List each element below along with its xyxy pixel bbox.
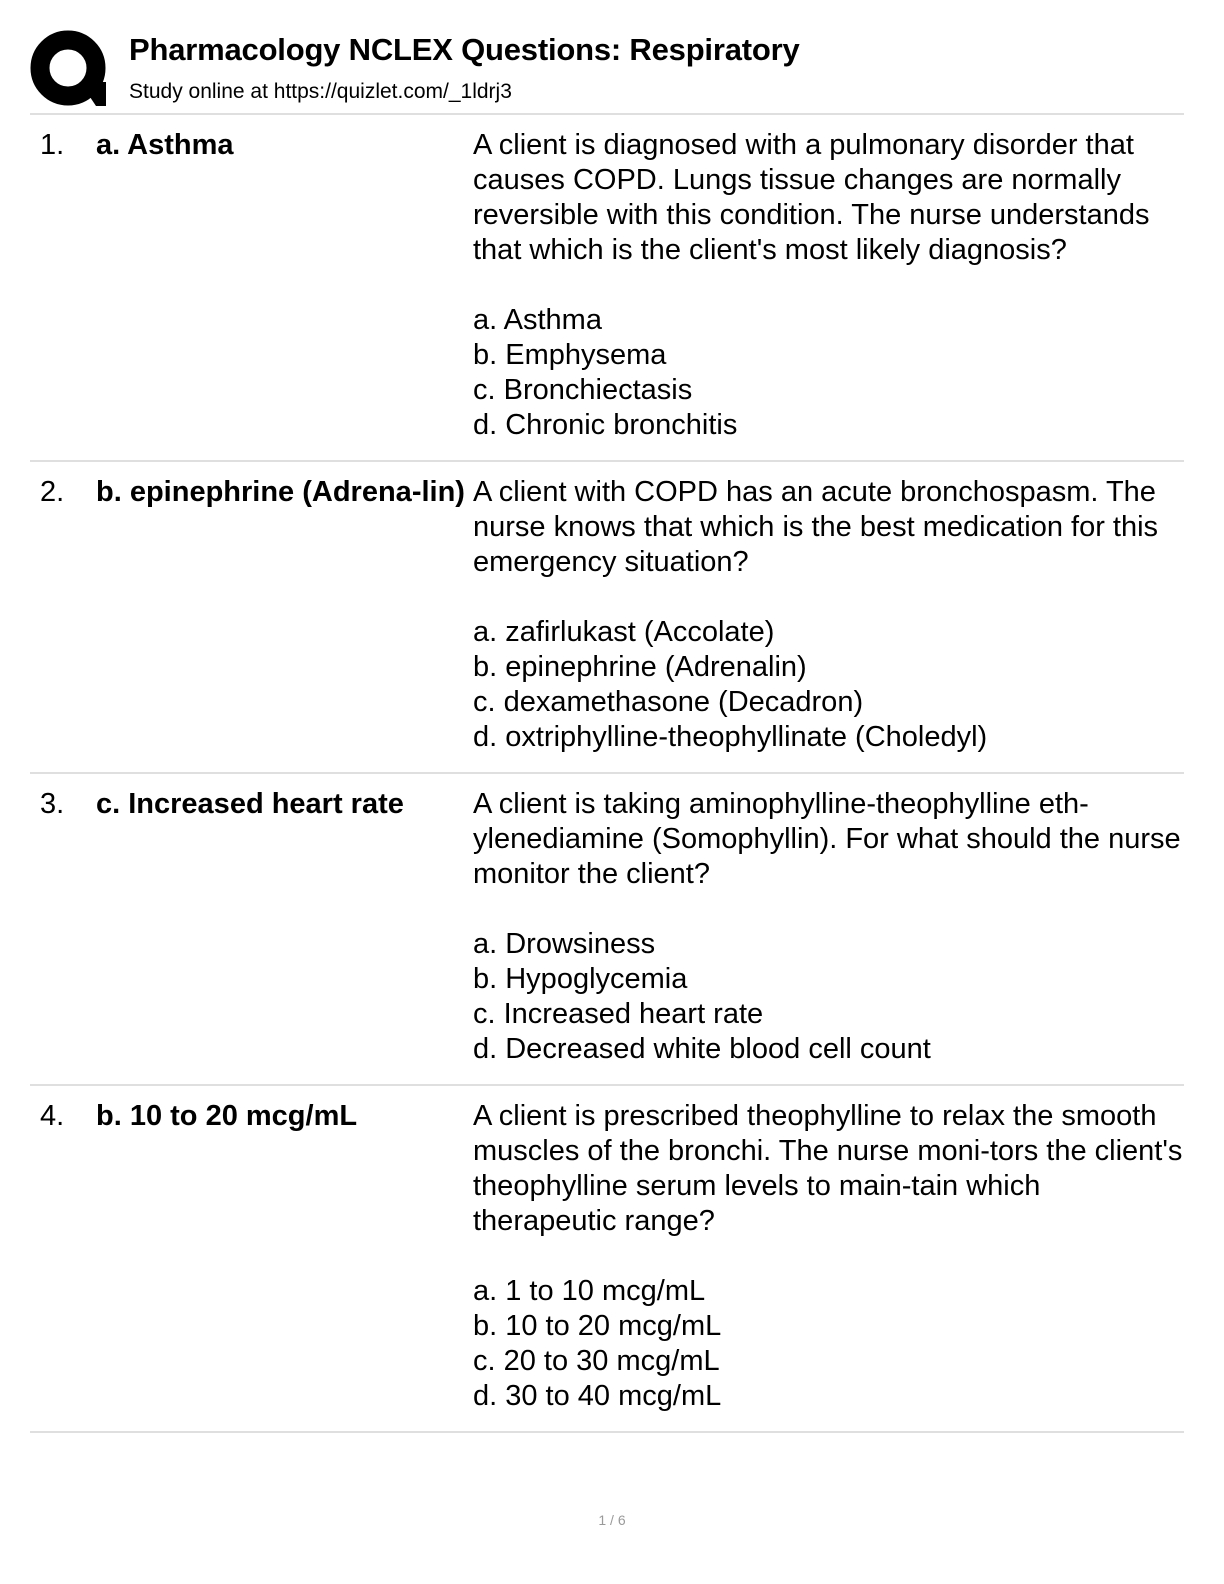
answer-option: b. 10 to 20 mcg/mL xyxy=(473,1310,722,1342)
flashcard-row xyxy=(30,115,1184,462)
question-text: A client is diagnosed with a pulmonary disorder that causes COPD. Lungs tissue changes are normally reversible with this condition. The nurse understands that which is the client's most likely diagnosis? xyxy=(473,129,1150,266)
flashcard-row xyxy=(30,1086,1184,1433)
answer-option: b. epinephrine (Adrenalin) xyxy=(473,651,807,683)
card-number: 3. xyxy=(40,788,65,820)
answer-option: d. Decreased white blood cell count xyxy=(473,1033,931,1065)
card-number: 1. xyxy=(40,129,65,161)
answer-options xyxy=(473,927,1184,1067)
answer-options xyxy=(473,615,1184,755)
answer-option: c. Bronchiectasis xyxy=(473,374,693,406)
answer-option: b. Emphysema xyxy=(473,339,667,371)
flashcard-row xyxy=(30,774,1184,1086)
card-number: 2. xyxy=(40,476,65,508)
answer-option: d. Chronic bronchitis xyxy=(473,409,738,441)
answer-options xyxy=(473,1274,1184,1414)
answer-option: c. dexamethasone (Decadron) xyxy=(473,686,864,718)
card-definition xyxy=(473,475,1184,755)
flashcard-list xyxy=(30,115,1184,1433)
question-text: A client with COPD has an acute bronchospasm. The nurse knows that which is the best medication for this emergency situation? xyxy=(473,476,1159,578)
flashcard-row xyxy=(30,462,1184,774)
answer-option: b. Hypoglycemia xyxy=(473,963,688,995)
page-indicator: 1 / 6 xyxy=(598,1512,626,1528)
quizlet-q-logo-icon xyxy=(30,30,110,110)
answer-option: c. Increased heart rate xyxy=(473,998,764,1030)
answer-option: a. Asthma xyxy=(473,304,602,336)
card-answer-term: b. epinephrine (Adrena-lin) xyxy=(96,476,465,508)
question-text: A client is prescribed theophylline to relax the smooth muscles of the bronchi. The nurse moni-tors the client's theophylline serum levels to main-tain which therapeutic range? xyxy=(473,1100,1183,1237)
page-title: Pharmacology NCLEX Questions: Respiratory xyxy=(129,32,800,67)
question-text: A client is taking aminophylline-theophylline eth-ylenediamine (Somophyllin). For what should the nurse monitor the client? xyxy=(473,788,1181,890)
answer-option: a. Drowsiness xyxy=(473,928,656,960)
card-number: 4. xyxy=(40,1100,65,1132)
answer-option: d. 30 to 40 mcg/mL xyxy=(473,1380,722,1412)
answer-option: a. 1 to 10 mcg/mL xyxy=(473,1275,706,1307)
answer-option: d. oxtriphylline-theophyllinate (Choledyl) xyxy=(473,721,988,753)
answer-option: a. zafirlukast (Accolate) xyxy=(473,616,775,648)
card-answer-term: a. Asthma xyxy=(96,129,234,161)
card-definition xyxy=(473,787,1184,1067)
answer-option: c. 20 to 30 mcg/mL xyxy=(473,1345,720,1377)
card-definition xyxy=(473,128,1184,443)
card-answer-term: c. Increased heart rate xyxy=(96,788,404,820)
study-online-link[interactable]: Study online at https://quizlet.com/_1ldrj3 xyxy=(129,80,512,103)
answer-options xyxy=(473,303,1184,443)
card-answer-term: b. 10 to 20 mcg/mL xyxy=(96,1100,358,1132)
card-definition xyxy=(473,1099,1184,1414)
